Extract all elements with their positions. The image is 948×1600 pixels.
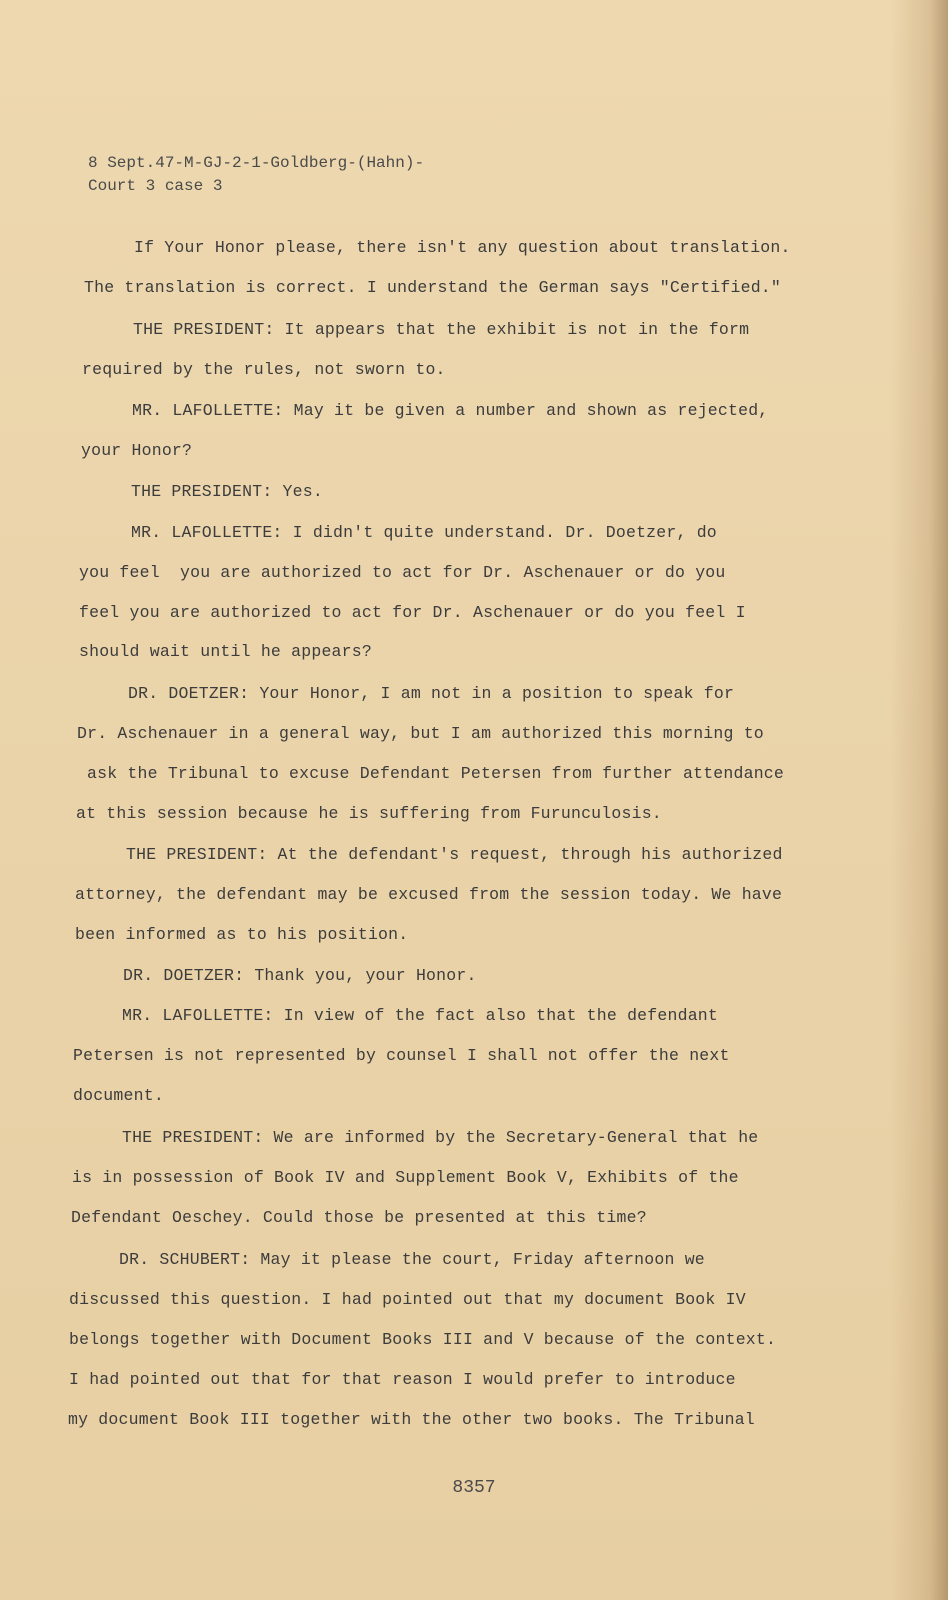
text-line: should wait until he appears? (79, 642, 372, 661)
text-line: DR. DOETZER: Your Honor, I am not in a position to speak for (128, 684, 735, 703)
text-line: at this session because he is suffering from Furunculosis. (76, 804, 662, 823)
text-line: If Your Honor please, there isn't any question about translation. (134, 238, 791, 257)
text-line: THE PRESIDENT: We are informed by the Secretary-General that he (122, 1128, 759, 1147)
text-line: attorney, the defendant may be excused from the session today. We have (75, 885, 783, 904)
header-session-line: 8 Sept.47-M-GJ-2-1-Goldberg-(Hahn)- (88, 154, 425, 172)
text-line: THE PRESIDENT: At the defendant's request, through his authorized (126, 845, 783, 864)
text-line: Defendant Oeschey. Could those be presented at this time? (71, 1208, 647, 1227)
text-line: document. (73, 1086, 164, 1105)
text-line: feel you are authorized to act for Dr. Aschenauer or do you feel I (79, 603, 746, 622)
header-court-line: Court 3 case 3 (88, 177, 223, 195)
text-line: DR. DOETZER: Thank you, your Honor. (123, 966, 477, 985)
text-line: MR. LAFOLLETTE: In view of the fact also that the defendant (122, 1006, 718, 1025)
text-line: I had pointed out that for that reason I would prefer to introduce (69, 1370, 736, 1389)
text-line: your Honor? (81, 441, 193, 460)
page-number: 8357 (452, 1478, 496, 1498)
text-line: The translation is correct. I understand the German says "Certified." (84, 278, 782, 297)
text-line: ask the Tribunal to excuse Defendant Petersen from further attendance (87, 764, 785, 783)
text-line: belongs together with Document Books III and V because of the context. (69, 1330, 777, 1349)
text-line: you feel you are authorized to act for Dr. Aschenauer or do you (79, 563, 726, 582)
text-line: THE PRESIDENT: It appears that the exhibit is not in the form (133, 320, 750, 339)
text-line: required by the rules, not sworn to. (82, 360, 446, 379)
text-line: THE PRESIDENT: Yes. (131, 482, 323, 501)
text-line: been informed as to his position. (75, 925, 409, 944)
text-line: Petersen is not represented by counsel I shall not offer the next (73, 1046, 730, 1065)
text-line: MR. LAFOLLETTE: May it be given a number and shown as rejected, (132, 401, 769, 420)
text-line: DR. SCHUBERT: May it please the court, Friday afternoon we (119, 1250, 705, 1269)
text-line: my document Book III together with the other two books. The Tribunal (68, 1410, 755, 1429)
text-line: Dr. Aschenauer in a general way, but I am authorized this morning to (77, 724, 764, 743)
text-line: discussed this question. I had pointed out that my document Book IV (69, 1290, 746, 1309)
text-line: MR. LAFOLLETTE: I didn't quite understand. Dr. Doetzer, do (131, 523, 717, 542)
text-line: is in possession of Book IV and Supplement Book V, Exhibits of the (72, 1168, 739, 1187)
document-header (88, 152, 424, 198)
